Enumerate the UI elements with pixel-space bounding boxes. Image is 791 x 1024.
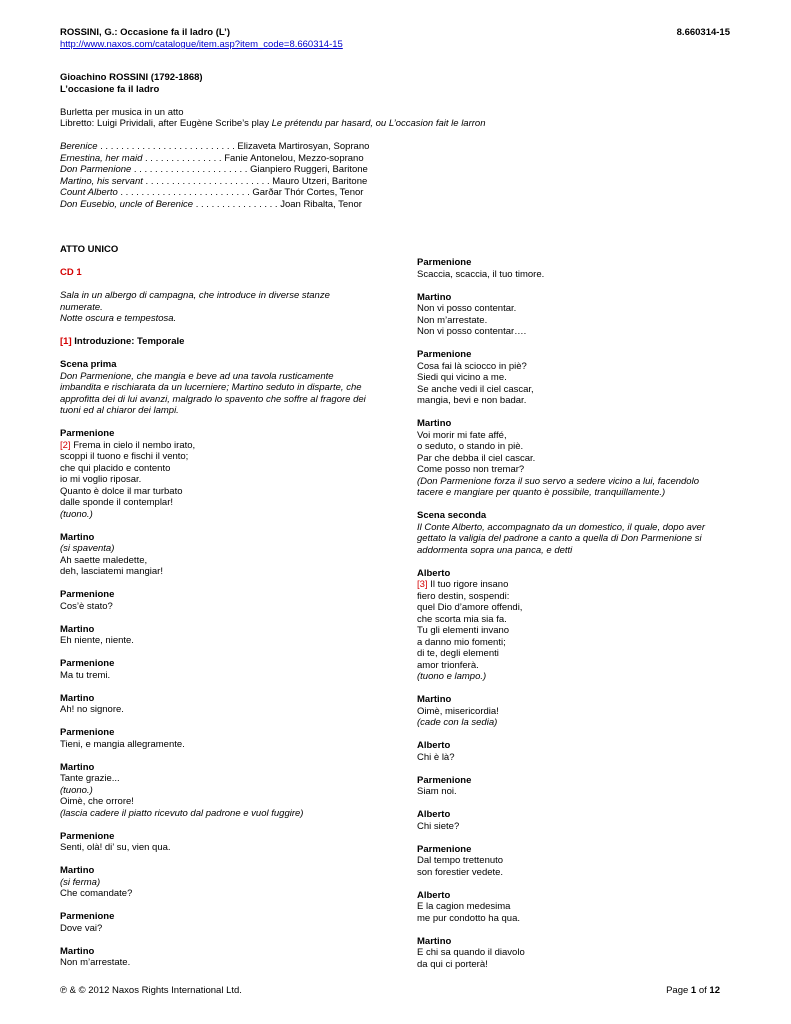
libretto-line: E chi sa quando il diavolo <box>417 947 525 958</box>
scene-direction: Don Parmenione, che mangia e beve ad una tavola rusticamente <box>60 370 334 382</box>
libretto-line: Ah! no signore. <box>60 704 124 715</box>
composer-heading: Gioachino ROSSINI (1792-1868) <box>60 72 203 83</box>
act-heading: ATTO UNICO <box>60 244 119 255</box>
libretto-line: E la cagion medesima <box>417 901 511 912</box>
stage-direction: Notte oscura e tempestosa. <box>60 313 177 324</box>
cast-dots: . . . . . . . . . . . . . . . . . . . . . . . . . <box>117 187 253 198</box>
libretto-line: di te, degli elementi <box>417 648 499 659</box>
libretto-line: Oimè, che orrore! <box>60 796 134 807</box>
libretto-line: Se anche vedi il ciel cascar, <box>417 383 534 395</box>
speaker-name: Martino <box>60 761 95 773</box>
libretto-line: Dove vai? <box>60 922 103 934</box>
scene-title: Scena seconda <box>417 510 487 521</box>
cast-role: Count Alberto <box>60 187 118 198</box>
libretto-line: Dal tempo trettenuto <box>417 855 504 866</box>
cast-role: Berenice <box>60 141 98 152</box>
cast-singer: Elizaveta Martirosyan, Soprano <box>237 141 370 152</box>
genre-line: Burletta per musica in un atto <box>60 106 184 118</box>
scene-direction: tuoni ed al chiaror dei lampi. <box>60 405 179 416</box>
libretto-line: Che comandate? <box>60 888 133 899</box>
libretto-line: Chi siete? <box>417 820 460 832</box>
speaker-name: Alberto <box>417 567 451 579</box>
libretto-line: Tante grazie... <box>60 773 120 784</box>
track-marker: [3] <box>417 579 428 590</box>
libretto-line: Cosa fai là sciocco in piè? <box>417 360 527 372</box>
cast-dots: . . . . . . . . . . . . . . . . . . . . . . . . <box>142 175 273 187</box>
libretto-line: da qui ci porterà! <box>417 958 488 970</box>
copyright-notice: ℗ & © 2012 Naxos Rights International Ltd. <box>60 985 242 996</box>
speaker-name: Parmenione <box>60 428 115 439</box>
libretto-line: Non m’arrestate. <box>417 314 488 326</box>
libretto-line: Non vi posso contentar. <box>417 303 517 314</box>
libretto-line <box>60 440 405 452</box>
cast-role: Martino, his servant <box>60 175 143 187</box>
libretto-line: fiero destin, sospendi: <box>417 590 510 602</box>
libretto-line: Ma tu tremi. <box>60 669 111 681</box>
speaker-name: Martino <box>60 692 95 704</box>
libretto-line: Tu gli elementi invano <box>417 625 510 636</box>
libretto-line <box>417 579 737 591</box>
speaker-name: Martino <box>417 935 452 947</box>
track-title: Introduzione: Temporale <box>71 336 185 347</box>
track-marker: [2] <box>60 439 71 451</box>
page-number <box>666 985 720 996</box>
libretto-line: mangia, bevi e non badar. <box>417 395 527 406</box>
libretto-line: a danno mio fomenti; <box>417 636 506 648</box>
cast-role: Don Eusebio, uncle of Berenice <box>60 198 194 210</box>
cast-role: Ernestina, her maid <box>60 152 143 164</box>
cast-dots: . . . . . . . . . . . . . . . . . . . . . . <box>131 164 251 175</box>
of-word: of <box>696 985 710 996</box>
scene-direction: Il Conte Alberto, accompagnato da un domestico, il quale, dopo aver <box>417 521 705 533</box>
cast-row <box>60 164 405 176</box>
speaker-name: Parmenione <box>60 589 115 600</box>
libretto-line: amor trionferà. <box>417 659 479 671</box>
speaker-name: Parmenione <box>60 727 115 738</box>
cast-dots: . . . . . . . . . . . . . . . . . . . . . . . . . . <box>97 141 238 152</box>
libretto-line: Tieni, e mangia allegramente. <box>60 738 185 750</box>
stage-direction: (si spaventa) <box>60 543 115 554</box>
verse-text: Il tuo rigore insano <box>427 579 509 590</box>
speaker-name: Martino <box>60 945 95 957</box>
speaker-name: Martino <box>60 623 95 635</box>
stage-direction: (cade con la sedia) <box>417 717 498 728</box>
libretto-line: dalle sponde il contemplar! <box>60 497 174 508</box>
stage-direction: (Don Parmenione forza il suo servo a sedere vicino a lui, facendolo <box>417 475 699 487</box>
cast-dots: . . . . . . . . . . . . . . . . <box>193 198 281 210</box>
stage-direction: (lascia cadere il piatto ricevuto dal padrone e vuol fuggire) <box>60 807 304 819</box>
libretto-prefix: Libretto: Luigi Prividali, after Eugène Scribe’s play <box>60 118 272 129</box>
cast-row <box>60 141 405 153</box>
track-marker: [1] <box>60 336 72 347</box>
libretto-line: o seduto, o stando in piè. <box>417 441 524 452</box>
cast-singer: Fanie Antonelou, Mezzo-soprano <box>224 152 364 164</box>
cast-row <box>60 199 405 211</box>
libretto-line: Siedi qui vicino a me. <box>417 372 507 383</box>
page-word: Page <box>666 985 691 996</box>
stage-direction: Sala in un albergo di campagna, che introduce in diverse stanze <box>60 290 330 301</box>
cast-row <box>60 176 405 188</box>
libretto-line: scoppi il tuono e fischi il vento; <box>60 451 189 462</box>
cast-singer: Joan Ribalta, Tenor <box>280 198 362 210</box>
document-title: ROSSINI, G.: Occasione fa il ladro (L’) <box>60 27 230 38</box>
libretto-line: Ah saette maledette, <box>60 554 148 566</box>
scene-direction: addormenta sopra una panca, e detti <box>417 544 573 556</box>
speaker-name: Martino <box>417 291 452 303</box>
speaker-name: Alberto <box>417 740 451 751</box>
stage-direction: (tuono.) <box>60 784 93 796</box>
opera-title: L’occasione fa il ladro <box>60 83 160 95</box>
libretto-line: me pur condotto ha qua. <box>417 912 520 924</box>
scene-direction: approfitta dei di lui avanzi, malgrado lo spavento che soffre al fragore dei <box>60 393 366 405</box>
speaker-name: Alberto <box>417 809 451 820</box>
libretto-line: che scorta mia sia fa. <box>417 613 507 625</box>
libretto-line: son forestier vedete. <box>417 866 504 878</box>
libretto-line: Scaccia, scaccia, il tuo timore. <box>417 268 545 280</box>
libretto-line: Quanto è dolce il mar turbato <box>60 485 183 497</box>
cast-singer: Garðar Thór Cortes, Tenor <box>252 187 364 198</box>
stage-direction: numerate. <box>60 301 103 313</box>
cast-singer: Mauro Utzeri, Baritone <box>272 175 368 187</box>
libretto-line: deh, lasciatemi mangiar! <box>60 566 163 577</box>
total-pages: 12 <box>709 985 720 996</box>
libretto-line <box>60 118 486 130</box>
libretto-line: Non vi posso contentar…. <box>417 326 527 337</box>
stage-direction: (tuono e lampo.) <box>417 671 487 682</box>
stage-direction: tacere e mangiare per quanto è possibile, tranquillamente.) <box>417 487 666 498</box>
scene-title: Scena prima <box>60 359 117 370</box>
speaker-name: Alberto <box>417 889 451 901</box>
cast-row <box>60 187 405 199</box>
libretto-line: Oimè, misericordia! <box>417 705 499 717</box>
libretto-line: Senti, olà! di’ su, vien qua. <box>60 842 171 853</box>
speaker-name: Parmenione <box>417 349 472 360</box>
track-heading <box>60 336 405 348</box>
libretto-line: Chi è là? <box>417 751 455 763</box>
cast-singer: Gianpiero Ruggeri, Baritone <box>250 164 368 175</box>
libretto-line: Cos’è stato? <box>60 600 113 612</box>
speaker-name: Parmenione <box>417 257 472 268</box>
current-page: 1 <box>690 985 697 996</box>
speaker-name: Parmenione <box>417 843 472 855</box>
right-column <box>417 257 737 970</box>
libretto-line: io mi voglio riposar. <box>60 474 142 485</box>
stage-direction: (tuono.) <box>60 508 93 520</box>
libretto-line: Voi morir mi fate affé, <box>417 429 507 441</box>
cast-role: Don Parmenione <box>60 164 132 175</box>
speaker-name: Martino <box>60 865 95 876</box>
scene-direction: imbandita e rischiarata da un lucerniere; Martino seduto in disparte, che <box>60 382 362 393</box>
cd-heading: CD 1 <box>60 267 82 278</box>
libretto-line: Par che debba il ciel cascar. <box>417 452 536 464</box>
speaker-name: Martino <box>417 418 452 429</box>
speaker-name: Parmenione <box>60 911 115 922</box>
verse-text: Frema in cielo il nembo irato, <box>70 439 196 451</box>
speaker-name: Parmenione <box>60 830 115 842</box>
speaker-name: Parmenione <box>60 658 115 669</box>
cast-dots: . . . . . . . . . . . . . . . <box>142 152 225 164</box>
scene-direction: gettato la valigia del padrone a canto a quella di Don Parmenione si <box>417 533 702 544</box>
speaker-name: Parmenione <box>417 774 472 786</box>
libretto-line: quel Dio d’amore offendi, <box>417 602 523 613</box>
libretto-line: Siam noi. <box>417 786 457 797</box>
stage-direction: (si ferma) <box>60 876 101 888</box>
catalogue-code: 8.660314-15 <box>676 27 730 38</box>
libretto-line: che qui placido e contento <box>60 462 171 474</box>
catalogue-link[interactable]: http://www.naxos.com/catalogue/item.asp?item_code=8.660314-15 <box>60 39 343 50</box>
libretto-line: Come posso non tremar? <box>417 464 525 475</box>
speaker-name: Martino <box>60 531 95 543</box>
libretto-source: Le prétendu par hasard, ou L’occasion fait le larron <box>271 118 486 129</box>
libretto-line: Non m’arrestate. <box>60 957 131 968</box>
libretto-line: Eh niente, niente. <box>60 635 134 646</box>
cast-row <box>60 153 405 165</box>
cast-list <box>60 141 405 210</box>
speaker-name: Martino <box>417 694 452 705</box>
